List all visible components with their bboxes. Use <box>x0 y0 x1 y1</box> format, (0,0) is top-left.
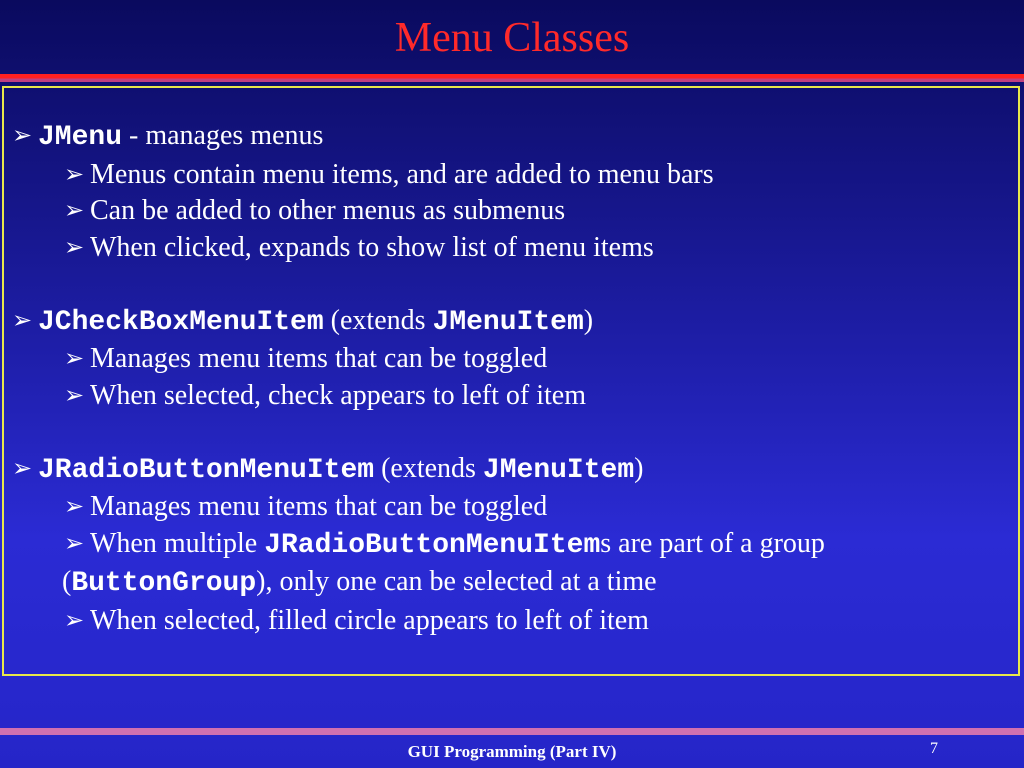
bullet-jradiobuttonmenuitem <box>12 451 1012 490</box>
sub-bullet-continuation <box>12 564 1012 603</box>
sub-bullet-text: When selected, filled circle appears to left of item <box>90 604 649 636</box>
arrow-bullet-icon: ➢ <box>64 530 85 557</box>
sub-bullet <box>12 489 1012 526</box>
spacer <box>12 266 1012 303</box>
sub-bullet-text: Can be added to other menus as submenus <box>90 195 566 226</box>
bullet-text: (extends <box>323 304 433 336</box>
slide-title: Menu Classes <box>394 15 630 61</box>
class-name: JMenu <box>38 122 123 153</box>
class-name: ButtonGroup <box>71 568 257 599</box>
class-name: JMenuItem <box>432 306 584 338</box>
bullet-jcheckboxmenuitem <box>12 303 1012 342</box>
sub-bullet-text: When multiple <box>90 527 265 559</box>
sub-bullet <box>12 378 1012 415</box>
bullet-list <box>12 118 1012 639</box>
bullet-text: - manages menus <box>122 120 324 151</box>
footer-divider <box>0 728 1024 735</box>
sub-bullet <box>12 341 1012 378</box>
bullet-text: ) <box>634 452 644 484</box>
arrow-bullet-icon: ➢ <box>12 307 33 334</box>
arrow-bullet-icon: ➢ <box>64 234 85 261</box>
sub-bullet-text: Manages menu items that can be toggled <box>90 491 548 522</box>
arrow-bullet-icon: ➢ <box>64 607 85 634</box>
footer-title: GUI Programming (Part IV) <box>407 742 617 761</box>
sub-bullet-text: Manages menu items that can be toggled <box>90 343 548 374</box>
arrow-bullet-icon: ➢ <box>64 346 85 372</box>
sub-bullet-text: When clicked, expands to show list of menu items <box>90 231 654 263</box>
arrow-bullet-icon: ➢ <box>64 382 85 409</box>
bullet-jmenu <box>12 118 1012 157</box>
sub-bullet-text: s are part of a group <box>600 527 825 559</box>
class-name: JRadioButtonMenuItem <box>264 529 601 561</box>
title-divider <box>0 74 1024 82</box>
sub-bullet <box>12 230 1012 267</box>
sub-bullet <box>12 157 1012 194</box>
sub-bullet-text: ), only one can be selected at a time <box>256 566 657 597</box>
sub-bullet-text: ( <box>62 566 72 597</box>
arrow-bullet-icon: ➢ <box>64 198 85 224</box>
spacer <box>12 414 1012 451</box>
sub-bullet-text: When selected, check appears to left of item <box>90 379 586 411</box>
sub-bullet-text: Menus contain menu items, and are added to menu bars <box>90 158 714 190</box>
sub-bullet <box>12 193 1012 230</box>
sub-bullet <box>12 526 1012 565</box>
arrow-bullet-icon: ➢ <box>64 494 85 520</box>
bullet-text: (extends <box>374 452 483 484</box>
arrow-bullet-icon: ➢ <box>12 123 33 149</box>
arrow-bullet-icon: ➢ <box>12 455 33 482</box>
class-name: JCheckBoxMenuItem <box>38 306 324 338</box>
arrow-bullet-icon: ➢ <box>64 161 85 188</box>
bullet-text: ) <box>583 304 594 336</box>
class-name: JRadioButtonMenuItem <box>38 454 375 486</box>
sub-bullet <box>12 603 1012 640</box>
class-name: JMenuItem <box>482 454 635 486</box>
page-number: 7 <box>930 740 938 757</box>
